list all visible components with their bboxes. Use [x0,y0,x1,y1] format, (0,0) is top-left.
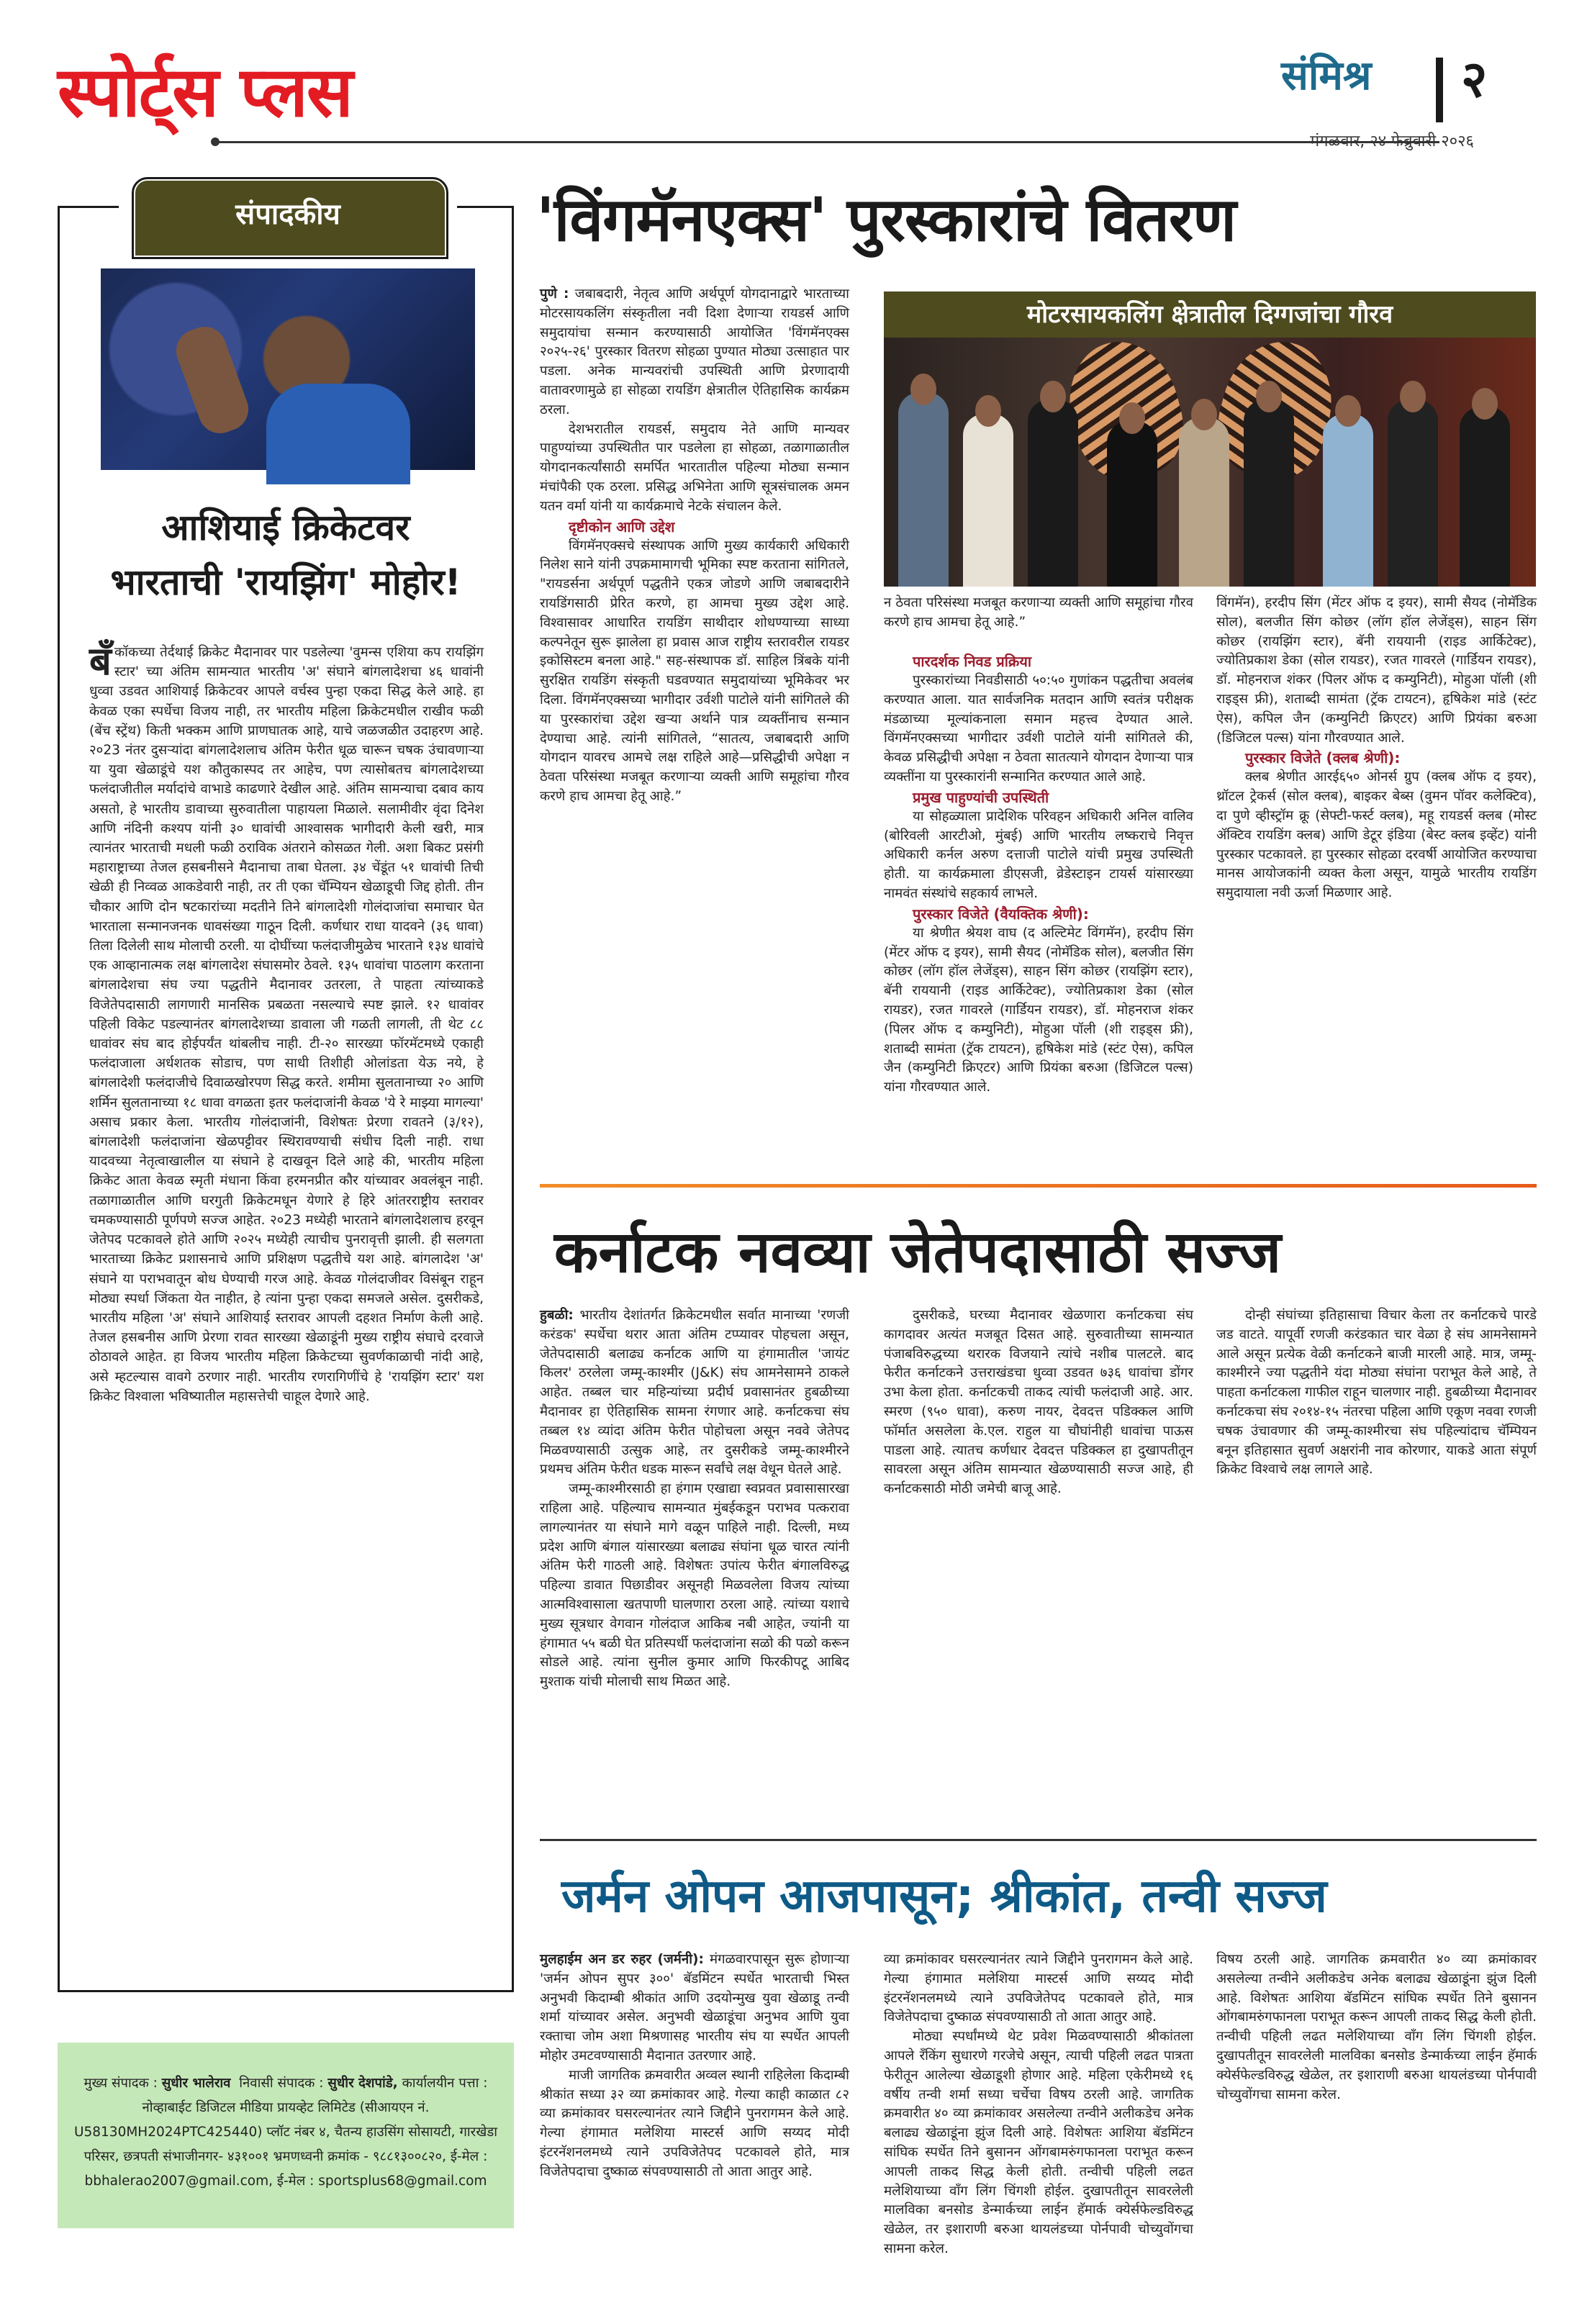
photo-person [963,414,1013,587]
issue-date: मंगळवार, २४ फेब्रुवारी २०२६ [1310,132,1474,150]
german-open-column-3 [1216,1950,1537,2104]
section-divider-dark [540,1839,1537,1841]
photo-head [1256,381,1282,412]
awards-group-photo [884,338,1536,587]
photo-person [1323,414,1373,587]
resident-editor-name: सुधीर देशपांडे, [327,2076,398,2091]
karnataka-column-2 [884,1306,1193,1825]
editorial-headline [79,500,492,610]
editorial-photo-cricketer [101,268,475,470]
chief-editor-name: सुधीर भालेराव [161,2076,231,2091]
editorial-body [89,638,484,1406]
photo-person [1388,399,1438,587]
german-open-p3-continued: विषय ठरली आहे. जागतिक क्रमवारीत ४० व्या क्रमांकावर असलेल्या तन्वीने अलीकडेच अनेक बलाढ्य खेळाडूंना झुंज दिली आहे. विशेषतः आशिया बॅडमिंटन सांघिक स्पर्धेत तिने बुसानन ओंगबामरुंगफानला पराभूत करून आपली ताकद सिद्ध केली होती. तन्वीची पहिली लढत मलेशियाच्या वाँग लिंग चिंगशी होईल. दुखापतीतून सावरलेली मालविका बनसोड डेन्मार्कच्या लाईन हॅमार्क क्येर्सफेल्डविरुद्ध खेळेल, तर इशाराणी बरुआ थायलंडच्या पोर्नपावी चोच्युवोंगचा सामना करेल. [1216,1952,1537,2102]
resident-editor-label: निवासी संपादक : [239,2076,324,2091]
photo-head [1119,402,1145,434]
german-open-column-2 [884,1950,1193,2256]
karnataka-p4: दोन्ही संघांच्या इतिहासाचा विचार केला तर कर्नाटकचे पारडे जड वाटते. यापूर्वी रणजी करंडकात चार वेळा हे संघ आमनेसामने आले असून प्रत्येक वेळी कर्नाटकने बाजी मारली आहे. मात्र, जम्मू-काश्मीरने ज्या पद्धतीने यंदा मोठ्या संघांना पराभूत केले आहे, ते पाहता कर्नाटकला गाफील राहून चालणार नाही. हुबळीच्या मैदानावर कर्नाटकचा संघ २०१४-१५ नंतरचा पहिला आणि एकूण नववा रणजी चषक उंचावणार की जम्मू-काश्मीरचा संघ पहिल्यांदाच चॅम्पियन बनून इतिहासात सुवर्ण अक्षरांनी नाव कोरणार, याकडे आता संपूर्ण क्रिकेट विश्वाचे लक्ष लागले आहे. [1216,1308,1537,1478]
editorial-text: कॉकच्या तेर्दथाई क्रिकेट मैदानावर पार पडलेल्या 'वुमन्स एशिया कप रायझिंग स्टार' च्या अंतिम सामन्यात भारतीय 'अ' संघाने बांगलादेशचा ४६ धावांनी धुव्वा उडवत आशियाई क्रिकेटवर आपले वर्चस्व पुन्हा एकदा सिद्ध केले आहे. हा केवळ एका स्पर्धेचा विजय नाही, तर भारतीय महिला क्रिकेटमधील राखीव फळी (बेंच स्ट्रेंथ) किती भक्कम आणि प्राणघातक आहे, याचे जळजळीत उदाहरण आहे. २०23 नंतर दुसऱ्यांदा बांगलादेशलाच अंतिम फेरीत धूळ चारून चषक उंचावणाऱ्या या युवा खेळाडूंचे यश कौतुकास्पद तर आहेच, पण त्यासोबतच बांगलादेशच्या फलंदाजीतील मर्यादांचे वाभाडे काढणारे देखील आहे. अंतिम सामन्याचा दबाव काय असतो, हे भारतीय डावाच्या सुरुवातीला पाहायला मिळाले. सलामीवीर वृंदा दिनेश आणि नंदिनी कश्यप यांनी ३० धावांची आश्वासक भागीदारी केली खरी, मात्र त्यानंतर भारताची मधली फळी ठराविक अंतराने कोसळत गेली. अशा बिकट प्रसंगी महाराष्ट्राच्या तेजल हसबनीसने मैदानाचा ताबा घेतला. ३४ चेंडूंत ५१ धावांची तिची खेळी ही निव्वळ आकडेवारी नाही, तर ती एका चॅम्पियन खेळाडूची जिद्द होती. तीन चौकार आणि दोन षटकारांच्या मदतीने तिने बांगलादेशी गोलंदाजांचा समाचार घेत भारताला सन्मानजनक धावसंख्या गाठून दिली. कर्णधार राधा यादवने (३६ धावा) तिला दिलेली साथ मोलाची ठरली. या दोघींच्या फलंदाजीमुळेच भारताने १३४ धावांचे एक आव्हानात्मक लक्ष बांगलादेश संघासमोर ठेवले. १३५ धावांचा पाठलाग करताना बांगलादेशचा संघ ज्या पद्धतीने मैदानावर उतरला, ते पाहता त्यांच्याकडे विजेतेपदासाठी लागणारी मानसिक प्रबळता नसल्याचे स्पष्ट झाले. १२ धावांवर पहिली विकेट पडल्यानंतर बांगलादेशच्या डावाला जी गळती लागली, ती थेट ८८ धावांवर संघ बाद होईपर्यंत थांबलीच नाही. टी-२० सारख्या फॉरमॅटमध्ये एकाही फलंदाजाला अर्धशतक सोडाच, पण साधी तिशीही ओलांडता येऊ नये, हे बांगलादेशी फलंदाजीचे दिवाळखोरपण सिद्ध करते. शमीमा सुलतानाच्या २० आणि शर्मिन सुलतानाच्या १८ धावा वगळता इतर फलंदाजांनी केवळ 'ये रे माझ्या मागल्या' असाच प्रकार केला. भारतीय गोलंदाजांनी, विशेषतः प्रेरणा रावतने (३/१२), बांगलादेशी फलंदाजांना खेळपट्टीवर स्थिरावण्याची संधीच दिली नाही. राधा यादवच्या नेतृत्वाखालील या संघाने हे दाखवून दिले आहे की, भारतीय महिला क्रिकेट आता केवळ स्मृती मंधाना किंवा हरमनप्रीत कौर यांच्यावर अवलंबून नाही. तळागाळातील आणि घरगुती क्रिकेटमधून येणारे हे हिरे आंतरराष्ट्रीय स्तरावर चमकण्यासाठी पूर्णपणे सज्ज आहेत. २०23 मध्येही भारताने बांगलादेशलाच हरवून जेतेपद पटकावले होते आणि २०२५ मध्येही त्याचीच पुनरावृत्ती झाली. ही सलगता भारताच्या क्रिकेट प्रशासनाचे आणि प्रशिक्षण पद्धतीचे यश आहे. बांगलादेश 'अ' संघाने या पराभवातून बोध घेण्याची गरज आहे. केवळ गोलंदाजीवर विसंबून राहून मोठ्या स्पर्धा जिंकता येत नाहीत, हे त्यांना पुन्हा एकदा समजले असेल. दुसरीकडे, भारतीय महिला 'अ' संघाने आशियाई स्तरावर आपली दहशत निर्माण केली आहे. तेजल हसबनीस आणि प्रेरणा रावत सारख्या खेळाडूंनी मुख्य राष्ट्रीय संघाचे दरवाजे ठोठावले आहेत. हा विजय भारतीय महिला क्रिकेटच्या सुवर्णकाळाची नांदी आहे, असे म्हटल्यास वावगे ठरणार नाही. भारतीय रणरागिणींचे हे 'रायझिंग स्टार' यश क्रिकेट विश्वाला भविष्यातील महासत्तेची चाहूल देणारे आहे. [89,645,484,1404]
german-open-column-1 [540,1950,849,2179]
wingmanx-column-2 [884,594,1193,1095]
imprint-contact: भ्रमणध्वनी क्रमांक - ९८८१३००८२०, ई-मेल : bbhalerao2007@gmail.com, ई-मेल : sportsplus68@gmail.com [84,2149,488,2189]
photo-arm [170,321,254,440]
photo-head [1191,399,1217,430]
german-open-p2: माजी जागतिक क्रमवारीत अव्वल स्थानी राहिलेला किदाम्बी श्रीकांत सध्या ३२ व्या क्रमांकावर आहे. गेल्या काही काळात ८२ व्या क्रमांकावर घसरल्यानंतर त्याने जिद्दीने पुनरागमन केले आहे. गेल्या हंगामात मलेशिया मास्टर्स आणि सय्यद मोदी इंटरनॅशनलमध्ये त्याने उपविजेतेपद पटकावले होते, मात्र विजेतेपदाचा दुष्काळ संपवण्यासाठी तो आता आतुर आहे. [540,2067,849,2179]
wingmanx-p6: या श्रेणीत श्रेयश वाघ (द अल्टिमेट विंगमॅन), हरदीप सिंग (मेंटर ऑफ द इयर), सामी सैयद (नोमॅडिक सोल), बलजीत सिंग कोछर (लॉग हॉल लेजेंड्स), साहन सिंग कोछर (रायझिंग स्टार), बॅनी राययानी (राइड आर्किटेक्ट), ज्योतिप्रकाश डेका (सोल रायडर), रजत गावरले (गार्डियन रायडर), डॉ. मोहनराज शंकर (पिलर ऑफ द कम्युनिटी), मोहुआ पॉली (शी राइड्स फ्री), शताब्दी सामंता (ट्रॅक टायटन), हृषिकेश मांडे (स्टंट ऐस), कपिल जैन (कम्युनिटी क्रिएटर) आणि प्रियंका बरुआ (डिजिटल पल्स) यांना गौरवण्यात आले. [884,925,1193,1095]
karnataka-column-3 [1216,1306,1537,1825]
wingmanx-p5: या सोहळ्याला प्रादेशिक परिवहन अधिकारी अनिल वालिव (बोरिवली आरटीओ, मुंबई) आणि भारतीय लष्कराचे निवृत्त अधिकारी कर्नल अरुण दत्ताजी पाटोले यांची प्रमुख उपस्थिती होती. या कार्यक्रमाला डीएसजी, व्रेडेस्टाइन टायर्स यांसारख्या नामवंत संस्थांचे सहकार्य लाभले. [884,808,1193,901]
karnataka-p1: भारतीय देशांतर्गत क्रिकेटमधील सर्वात मानाच्या 'रणजी करंडक' स्पर्धेचा थरार आता अंतिम टप्प्यावर पोहचला असून, जेतेपदासाठी बलाढ्य कर्नाटक आणि या हंगामातील 'जायंट किलर' ठरलेला जम्मू-काश्मीर (J&K) संघ आमनेसामने ठाकले आहेत. तब्बल चार महिन्यांच्या प्रदीर्घ प्रवासानंतर हुबळीच्या मैदानावर हा ऐतिहासिक सामना रंगणार आहे. कर्नाटकचा संघ तब्बल १४ व्यांदा अंतिम फेरीत पोहोचला असून नववे जेतेपद मिळवण्यासाठी उत्सुक आहे, तर दुसरीकडे जम्मू-काश्मीरने प्रथमच अंतिम फेरीत धडक मारून सर्वांचे लक्ष वेधून घेतले आहे. [540,1308,849,1478]
photo-person [1028,399,1078,587]
karnataka-headline: कर्नाटक नवव्या जेतेपदासाठी सज्ज [554,1218,1282,1285]
photo-head [975,395,1001,427]
photo-head [1472,388,1498,420]
karnataka-p2: जम्मू-काश्मीरसाठी हा हंगाम एखाद्या स्वप्नवत प्रवासासारखा राहिला आहे. पहिल्याच सामन्यात मुंबईकडून पराभव पत्करावा लागल्यानंतर या संघाने मागे वळून पाहिले नाही. दिल्ली, मध्य प्रदेश आणि बंगाल यांसारख्या बलाढ्य संघांना धूळ चारत त्यांनी अंतिम फेरी गाठली आहे. विशेषतः उपांत्य फेरीत बंगालविरुद्ध पहिल्या डावात पिछाडीवर असूनही मिळवलेला विजय त्यांच्या आत्मविश्वासाला खतपाणी घालणारा ठरला आहे. त्यांच्या यशाचे मुख्य सूत्रधार वेगवान गोलंदाज आकिब नबी आहेत, ज्यांनी या हंगामात ५५ बळी घेत प्रतिस्पर्धी फलंदाजांना सळो की पळो करून सोडले आहे. त्यांना सुनील कुमार आणि फिरकीपटू आबिद मुश्ताक यांची मोलाची साथ मिळत आहे. [540,1481,849,1690]
section-divider [1436,58,1443,122]
karnataka-column-1 [540,1306,849,1825]
imprint-address: कार्यालयीन पत्ता : नोव्हाबाईट डिजिटल मीडिया प्रायव्हेट लिमिटेड (सीआयएन नं. U58130MH2024PTC425440) प्लॉट नंबर ४, चैतन्य हाउसिंग सोसायटी, गारखेडा परिसर, छत्रपती संभाजीनगर- ४३१००१ [73,2076,498,2164]
photo-head [1040,381,1066,412]
wingmanx-p6-continued: विंगमॅन), हरदीप सिंग (मेंटर ऑफ द इयर), सामी सैयद (नोमॅडिक सोल), बलजीत सिंग कोछर (लॉग हॉल लेजेंड्स), साहन सिंग कोछर (रायझिंग स्टार), बॅनी राययानी (राइड आर्किटेक्ट), ज्योतिप्रकाश डेका (सोल रायडर), रजत गावरले (गार्डियन रायडर), डॉ. मोहनराज शंकर (पिलर ऑफ द कम्युनिटी), मोहुआ पॉली (शी राइड्स फ्री), शताब्दी सामंता (ट्रॅक टायटन), हृषिकेश मांडे (स्टंट ऐस), कपिल जैन (कम्युनिटी क्रिएटर) आणि प्रियंका बरुआ (डिजिटल पल्स) यांना गौरवण्यात आले. [1216,595,1537,746]
german-open-dateline: मुलहाईम अन डर रुहर (जर्मनी): [540,1952,704,1967]
german-open-p1: मंगळवारपासून सुरू होणाऱ्या 'जर्मन ओपन सुपर ३००' बॅडमिंटन स्पर्धेत भारताची भिस्त अनुभवी किदाम्बी श्रीकांत आणि उदयोन्मुख युवा खेळाडू तन्वी शर्मा यांच्यावर असेल. अनुभवी खेळाडूंचा अनुभव आणि युवा रक्ताचा जोम अशा मिश्रणासह भारतीय संघ या स्पर्धेत आपली मोहोर उमटवण्यासाठी मैदानात उतरणार आहे. [540,1952,849,2063]
masthead-logo: स्पोर्ट्स प्लस [58,52,352,132]
photo-caption-banner: मोटरसायकलिंग क्षेत्रातील दिग्गजांचा गौरव [884,291,1536,338]
wingmanx-subhead-selection: पारदर्शक निवड प्रक्रिया [913,653,1032,670]
photo-person [898,392,949,587]
section-name: संमिश्र [1281,53,1372,99]
photo-head [910,374,936,405]
photo-person [1244,399,1294,587]
editorial-dropcap: बँ [89,638,112,684]
imprint-box [58,2043,514,2228]
wingmanx-column-1 [540,285,849,972]
german-open-p3: मोठ्या स्पर्धांमध्ये थेट प्रवेश मिळवण्यासाठी श्रीकांतला आपले रँकिंग सुधारणे गरजेचे असून, त्याची पहिली लढत पात्रता फेरीतून आलेल्या खेळाडूशी होणार आहे. महिला एकेरीमध्ये १६ वर्षीय तन्वी शर्मा सध्या चर्चेचा विषय ठरली आहे. जागतिक क्रमवारीत ४० व्या क्रमांकावर असलेल्या तन्वीने अलीकडेच अनेक बलाढ्य खेळाडूंना झुंज दिली आहे. विशेषतः आशिया बॅडमिंटन सांघिक स्पर्धेत तिने बुसानन ओंगबामरुंगफानला पराभूत करून आपली ताकद सिद्ध केली होती. तन्वीची पहिली लढत मलेशियाच्या वाँग लिंग चिंगशी होईल. दुखापतीतून सावरलेली मालविका बनसोड डेन्मार्कच्या लाईन हॅमार्क क्येर्सफेल्डविरुद्ध खेळेल, तर इशाराणी बरुआ थायलंडच्या पोर्नपावी चोच्युवोंगचा सामना करेल. [884,2029,1193,2256]
wingmanx-p3-continued: न ठेवता परिसंस्था मजबूत करणाऱ्या व्यक्ती आणि समूहांचा गौरव करणे हाच आमचा हेतू आहे.” [884,595,1193,630]
wingmanx-p4: पुरस्कारांच्या निवडीसाठी ५०:५० गुणांकन पद्धतीचा अवलंब करण्यात आला. यात सार्वजनिक मतदान आणि स्वतंत्र परीक्षक मंडळाच्या मूल्यांकनाला समान महत्त्व देण्यात आले. विंगमॅनएक्सच्या भागीदार उर्वशी पाटोले यांनी सांगितले की, केवळ प्रसिद्धीची अपेक्षा न ठेवता सातत्याने योगदान देणाऱ्या पात्र व्यक्तींना या पुरस्कारांनी सन्मानित करण्यात आले आहे. [884,673,1193,785]
wingmanx-p3: विंगमॅनएक्सचे संस्थापक आणि मुख्य कार्यकारी अधिकारी निलेश साने यांनी उपक्रमामागची भूमिका स्पष्ट करताना सांगितले, "रायडर्सना अर्थपूर्ण पद्धतीने एकत्र जोडणे आणि जबाबदारीने रायडिंगसाठी प्रेरित करणे, हा आमचा मुख्य उद्देश आहे. विश्वासावर आधारित रायडिंग साथीदार शोधण्याच्या साध्या कल्पनेतून सुरू झालेला हा प्रवास आज राष्ट्रीय स्तरावरील रायडर इकोसिस्टम बनला आहे." सह-संस्थापक डॉ. साहिल त्रिंबके यांनी सुरक्षित रायडिंग संस्कृती घडवण्यात समुदायांच्या भूमिकेवर भर दिला. विंगमॅनएक्सच्या भागीदार उर्वशी पाटोले यांनी सांगितले की या पुरस्कारांचा उद्देश खऱ्या अर्थाने पात्र व्यक्तींनाच सन्मान देण्याचा आहे. त्यांनी सांगितले, “सातत्य, जबाबदारी आणि योगदान यावरच आमचे लक्ष राहिले आहे—प्रसिद्धीची अपेक्षा न ठेवता परिसंस्था मजबूत करणाऱ्या व्यक्ती आणि समूहांचा गौरव करणे हाच आमचा हेतू आहे.” [540,538,849,804]
wingmanx-p1: जबाबदारी, नेतृत्व आणि अर्थपूर्ण योगदानाद्वारे भारताच्या मोटरसायकलिंग संस्कृतीला नवी दिशा देणाऱ्या रायडर्स आणि समुदायांचा सन्मान करण्यासाठी आयोजित 'विंगमॅनएक्स २०२५-२६' पुरस्कार वितरण सोहळा पुण्यात मोठ्या उत्साहात पार पडला. अनेक मान्यवरांची उपस्थिती आणि प्रेरणादायी वातावरणामुळे हा सोहळा रायडिंग क्षेत्रातील ऐतिहासिक कार्यक्रम ठरला. [540,286,849,417]
wingmanx-p2: देशभरातील रायडर्स, समुदाय नेते आणि मान्यवर पाहुण्यांच्या उपस्थितीत पार पडलेला हा सोहळा, तळागाळातील योगदानकर्त्यांसाठी समर्पित भारतातील पहिल्या मोठ्या सन्मान मंचांपैकी एक ठरला. प्रसिद्ध अभिनेता आणि सूत्रसंचालक अमन यतन वर्मा यांनी या कार्यक्रमाचे नेटके संचालन केले. [540,421,849,514]
german-open-headline: जर्मन ओपन आजपासून; श्रीकांत, तन्वी सज्ज [561,1870,1327,1923]
photo-head [1400,381,1426,412]
editorial-headline-line2: भारताची 'रायझिंग' मोहोर! [110,561,461,603]
chief-editor-label: मुख्य संपादक : [83,2076,158,2091]
wingmanx-headline: 'विंगमॅनएक्स' पुरस्कारांचे वितरण [536,184,1236,255]
wingmanx-subhead-guests: प्रमुख पाहुण्यांची उपस्थिती [913,788,1049,806]
photo-head [1335,395,1361,427]
wingmanx-subhead-individual: पुरस्कार विजेते (वैयक्तिक श्रेणी): [913,905,1089,923]
wingmanx-p7: क्लब श्रेणीत आरई६५० ओनर्स ग्रुप (क्लब ऑफ द इयर), थ्रॉटल ट्रेकर्स (सोल क्लब), बाइकर बेब्स (वुमन पॉवर कलेक्टिव), दा पुणे व्हीस्ट्रॉम क्रू (सेफ्टी-फर्स्ट क्लब), महू रायडर्स क्लब (मोस्ट ॲक्टिव रायडिंग क्लब) आणि डेटूर इंडिया (बेस्ट क्लब इव्हेंट) यांनी पुरस्कार पटकावले. हा पुरस्कार सोहळा दरवर्षी आयोजित करण्याचा मानस आयोजकांनी व्यक्त केला असून, यामुळे भारतीय रायडिंग समुदायाला नवी ऊर्जा मिळणार आहे. [1216,769,1537,901]
wingmanx-photo-block [884,291,1536,587]
wingmanx-subhead-vision: दृष्टीकोन आणि उद्देश [569,517,675,535]
wingmanx-subhead-club: पुरस्कार विजेते (क्लब श्रेणी): [1245,749,1401,767]
masthead-rule [216,141,1439,143]
karnataka-dateline: हुबळी: [540,1308,574,1323]
editorial-tab-label: संपादकीय [235,198,340,231]
wingmanx-dateline: पुणे : [540,286,569,302]
photo-jersey [266,384,410,484]
photo-person [1107,421,1157,587]
photo-person [1179,417,1229,587]
editorial-headline-line1: आशियाई क्रिकेटवर [161,507,410,548]
karnataka-p3: दुसरीकडे, घरच्या मैदानावर खेळणारा कर्नाटकचा संघ कागदावर अत्यंत मजबूत दिसत आहे. सुरुवातीच्या सामन्यात पंजाबविरुद्धच्या थरारक विजयाने त्यांचे नशीब पालटले. बाद फेरीत कर्नाटकने उत्तराखंडचा धुव्वा उडवत ७३६ धावांचा डोंगर उभा केला होता. कर्नाटकची ताकद त्यांची फलंदाजी आहे. आर. स्मरण (९५० धावा), करुण नायर, देवदत्त पडिक्कल आणि फॉर्मात असलेला के.एल. राहुल या चौघांनीही धावांचा पाऊस पाडला आहे. त्यातच कर्णधार देवदत्त पडिक्कल हा दुखापतीतून सावरला असून अंतिम सामन्यात खेळण्यासाठी सज्ज आहे, ही कर्नाटकसाठी मोठी जमेची बाजू आहे. [884,1308,1193,1497]
photo-person [1460,407,1510,587]
page-number: २ [1461,50,1488,109]
section-divider-orange [540,1184,1537,1188]
german-open-p2-continued: व्या क्रमांकावर घसरल्यानंतर त्याने जिद्दीने पुनरागमन केले आहे. गेल्या हंगामात मलेशिया मास्टर्स आणि सय्यद मोदी इंटरनॅशनलमध्ये त्याने उपविजेतेपद पटकावले होते, मात्र विजेतेपदाचा दुष्काळ संपवण्यासाठी तो आता आतुर आहे. [884,1952,1193,2025]
wingmanx-column-3 [1216,594,1537,903]
